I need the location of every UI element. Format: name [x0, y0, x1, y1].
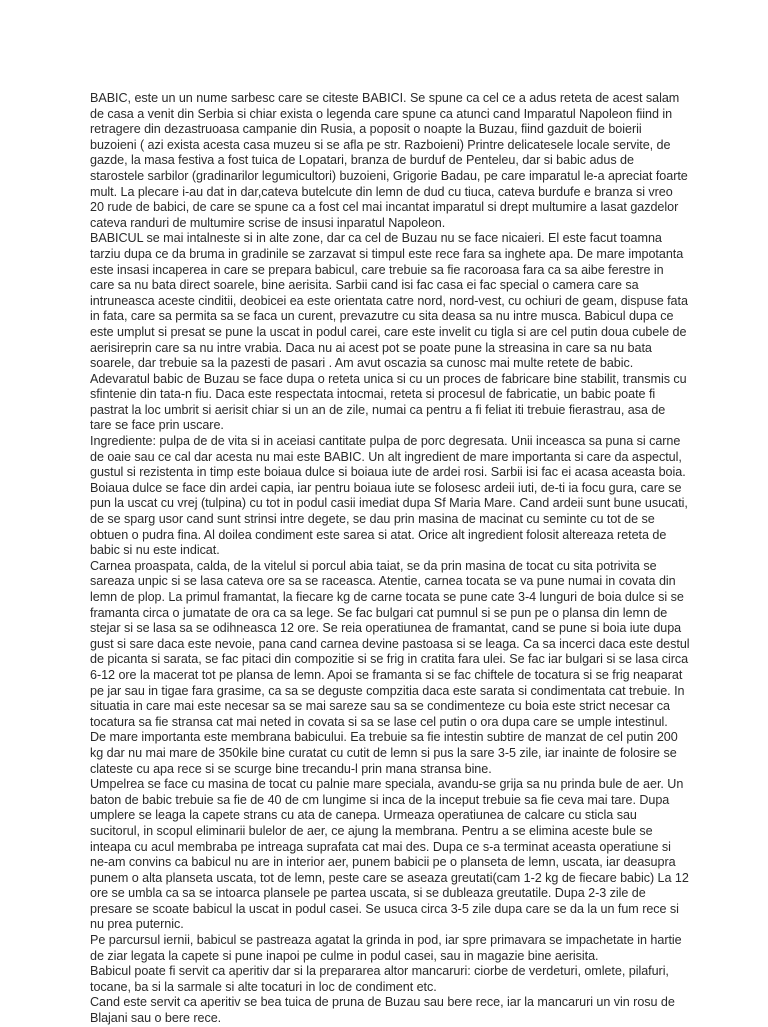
paragraph-preparation-room: BABICUL se mai intalneste si in alte zone, dar ca cel de Buzau nu se face nicaieri. El este facut toamna tarziu dupa ce da bruma in gradinile se zarzavat si timpul este rece fara sa inghete apa. De mare impotanta este insasi incaperea in care se prepara babicul, care trebuie sa fie racoroasa fara ca sa aibe ferestre in care sa nu bata direct soarele, bine aerisita. Sarbii cand isi fac casa ei fac special o camera care sa intruneasca aceste cinditii, deobicei ea este orientata catre nord, nord-vest, cu ochiuri de geam, dispuse fata in fata, care sa permita sa se faca un curent, prevazutre cu sita deasa sa nu intre musca. Babicul dupa ce este umplut si presat se pune la uscat in podul carei, care este invelit cu tigla si are cel putin doua cubele de aerisireprin care sa nu intre vrabia. Daca nu ai acest pot se poate pune la streasina in care sa nu bata soarele, dar trebuie sa la pazesti de pasari . Am avut oscazia sa cunosc mai multe retete de babic. Adevaratul babic de Buzau se face dupa o reteta unica si cu un proces de fabricare bine stabilit, transmis cu sfintenie din tata-n fiu. Daca este respectata intocmai, reteta si procesul de fabricatie, un babic poate fi pastrat la loc umbrit si aerisit chiar si un an de zile, numai ca pentru a fi feliat iti trebuie fierastrau, asa de tare se face prin uscare.	[90, 231, 688, 433]
paragraph-meat-kneading: Carnea proaspata, calda, de la vitelul si porcul abia taiat, se da prin masina de tocat cu sita potrivita se sareaza unpic si se lasa cateva ore sa se raceasca. Atentie, carnea tocata se va pune numai in covata din lemn de plop. La primul framantat, la fiecare kg de carne tocata se pune cate 3-4 lunguri de boia dulce si se framanta circa o jumatate de ora ca sa lege. Se fac bulgari cat pumnul si se pun pe o plansa din lemn de stejar si se lasa sa se odihneasca 12 ore. Se reia operatiunea de framantat, cand se pune si boia iute dupa gust si sare daca este nevoie, pana cand carnea devine pastoasa si se leaga. Ca sa incerci daca este destul de picanta si sarata, se fac pitaci din compozitie si se frig in cratita fara ulei. Se fac iar bulgari si se lasa circa 6-12 ore la macerat tot pe plansa de lemn. Apoi se framanta si se fac chiftele de tocatura si se frig neaparat pe jar sau in tigae fara grasime, ca sa se deguste compzitia daca este sarata si condimentata cat trebuie. In situatia in care mai este necesar sa se mai sareze sau sa se condimenteze cu boia este strict necesar ca tocatura sa fie stransa cat mai neted in covata si sa se lase cel putin o ora dupa care se umple intestinul.	[90, 558, 690, 729]
paragraph-serving-uses: Babicul poate fi servit ca aperitiv dar si la prepararea altor mancaruri: ciorbe de verdeturi, omlete, pilafuri, tocane, ba si la sarmale si alte tocaturi in loc de condiment etc.	[90, 964, 669, 994]
paragraph-history: BABIC, este un un nume sarbesc care se citeste BABICI. Se spune ca cel ce a adus reteta de acest salam de casa a venit din Serbia si chiar exista o legenda care spune ca atunci cand Imparatul Napoleon fiind in retragere din dezastruoasa campanie din Rusia, a poposit o noapte la Buzau, fiind gazduit de boierii buzoieni ( azi exista acesta casa muzeu si se afla pe str. Razboieni) Printre delicatesele locale servite, de gazde, la masa festiva a fost tuica de Lopatari, branza de burduf de Penteleu, dar si babic adus de starostele sarbilor (gradinarilor legumicultori) buzoieni, Grigorie Badau, pe care imparatul le-a apreciat foarte mult. La plecare i-au dat in dar,cateva butelcute din lemn de dud cu tiuca, cateva burdufe e branza si vreo 20 rude de babici, de care se spune ca a fost cel mai incantat imparatul si drept multumire a lasat gazdelor cateva randuri de multumire scrise de insusi inparatul Napoleon.	[90, 91, 688, 230]
paragraph-serving-drinks: Cand este servit ca aperitiv se bea tuica de pruna de Buzau sau bere rece, iar la mancaruri un vin rosu de Blajani sau o bere rece.	[90, 995, 675, 1026]
paragraph-filling-pressing: Umpelrea se face cu masina de tocat cu palnie mare speciala, avandu-se grija sa nu prinda bule de aer. Un baton de babic trebuie sa fie de 40 de cm lungime si inca de la inceput trebuie sa fie ceva mai tare. Dupa umplere se leaga la capete strans cu ata de canepa. Urmeaza operatiunea de calcare cu sticla sau sucitorul, in scopul eliminarii bulelor de aer, ce ajung la membrana. Pentru a se elimina aceste bule se inteapa cu acul membraba pe intreaga suprafata cat mai des. Dupa ce s-a terminat aceasta operatiune si ne-am convins ca babicul nu are in interior aer, punem babicii pe o planseta de lemn, uscata, iar deasupra punem o alta planseta uscata, tot de lemn, peste care se aseaza greutati(cam 1-2 kg de fiecare babic) La 12 ore se umbla ca sa se intoarca plansele pe partea uscata, si se dubleaza greutatile. Dupa 2-3 zile de presare se scoate babicul la uscat in podul casei. Se usuca circa 3-5 zile dupa care se da la un fum rece si nu prea puternic.	[90, 777, 689, 932]
document-body	[90, 91, 690, 1027]
paragraph-membrane: De mare importanta este membrana babicului. Ea trebuie sa fie intestin subtire de manzat de cel putin 200 kg dar nu mai mare de 350kile bine curatat cu cutit de lemn si pus la sare 3-5 zile, iar inainte de folosire se clateste cu apa rece si se scurge bine trecandu-l prin mana stransa bine.	[90, 730, 678, 776]
paragraph-storage: Pe parcursul iernii, babicul se pastreaza agatat la grinda in pod, iar spre primavara se impachetate in hartie de ziar legata la capete si pune inapoi pe culme in podul casei, sau in magazie bine aerisita.	[90, 933, 682, 963]
paragraph-ingredients: Ingrediente: pulpa de de vita si in aceiasi cantitate pulpa de porc degresata. Unii inceasca sa puna si carne de oaie sau ce cal dar acesta nu mai este BABIC. Un alt ingredient de mare importanta si care da aspectul, gustul si rezistenta in timp este boiaua dulce si boiaua iute de ardei rosi. Sarbii isi fac ei acasa aceasta boia. Boiaua dulce se face din ardei capia, iar pentru boiaua iute se folosesc ardeii iuti, de-ti ia focu gura, care se pun la uscat cu vrej (tulpina) cu tot in podul casii imediat dupa Sf Maria Mare. Cand ardeii sunt bune usucati, de se sparg usor cand sunt strinsi intre degete, se dau prin masina de macinat cu seminte cu tot de se obtuen o pudra fina. Al doilea condiment este sarea si atat. Orice alt ingredient folosit altereaza reteta de babic si nu este indicat.	[90, 434, 688, 558]
